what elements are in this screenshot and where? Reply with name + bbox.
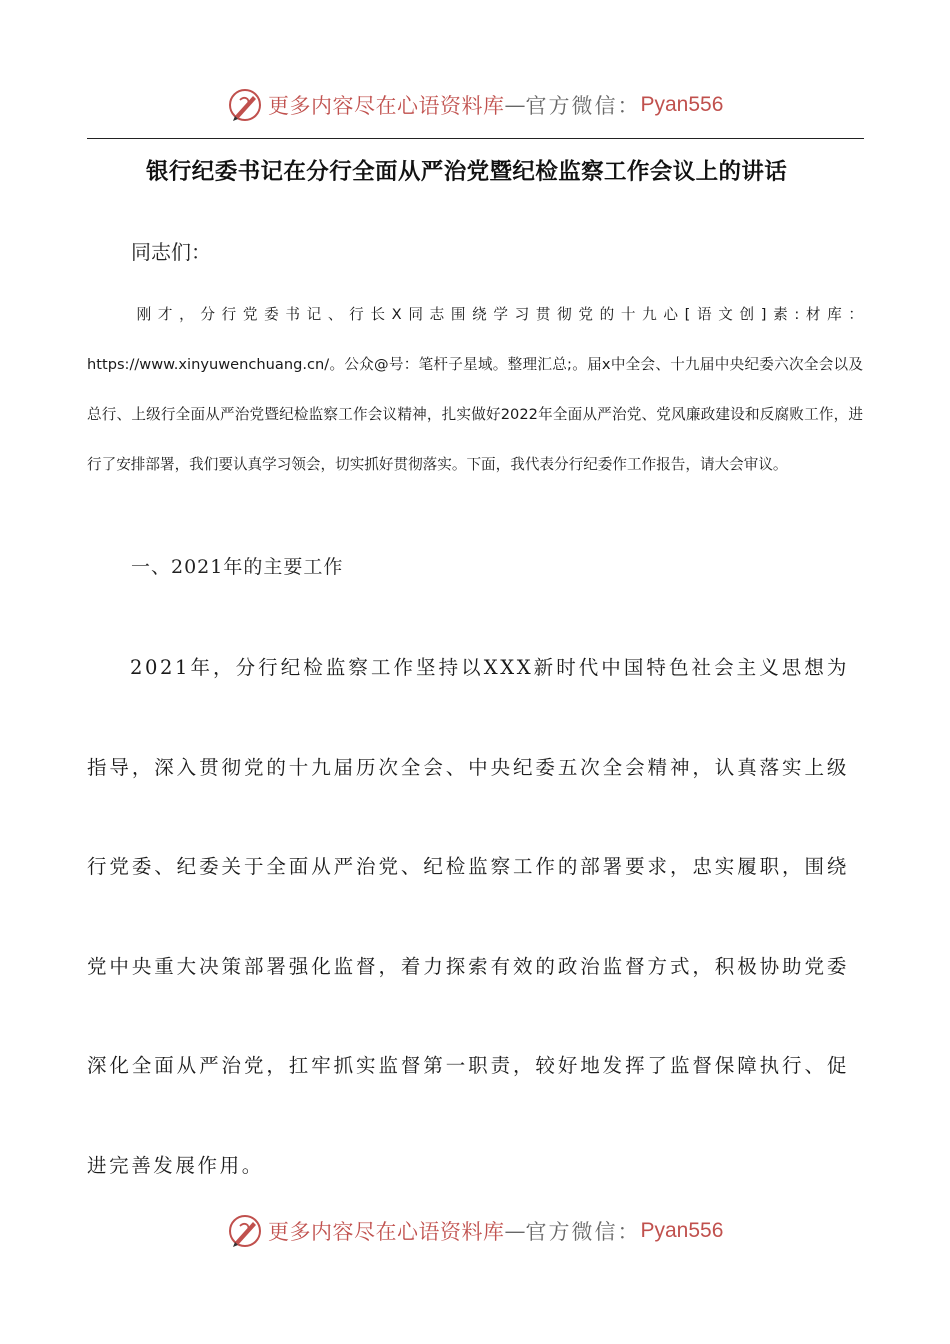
banner-separator: — — [504, 1219, 526, 1243]
intro-paragraph — [87, 290, 863, 490]
promo-text: 更多内容尽在心语资料库 — [268, 94, 505, 118]
intro-text: 刚才，分行党委书记、行长X同志围绕学习贯彻党的十九心[语文创]素:材库：https://www.xinyuwenchuang.cn/。公众@号：笔杆子星域。整理汇总;。届x中全会、十九届中央纪委六次全会以及总行、上级行全面从严治党暨纪检监察工作会议精神，扎实做好2022年全面从严治党、党风廉政建设和反腐败工作，进行了安排部署，我们要认真学习领会，切实抓好贯彻落实。下面，我代表分行纪委作工作报告，请大会审议。 — [87, 306, 863, 473]
promo-text: 更多内容尽在心语资料库 — [268, 1220, 505, 1244]
body-text: 2021年，分行纪检监察工作坚持以XXX新时代中国特色社会主义思想为指导，深入贯彻党的十九届历次全会、中央纪委五次全会精神，认真落实上级行党委、纪委关于全面从严治党、纪检监察工作的部署要求，忠实履职，围绕党中央重大决策部署强化监督，着力探索有效的政治监督方式，积极协助党委深化全面从严治党，扛牢抓实监督第一职责，较好地发挥了监督保障执行、促进完善发展作用。 — [87, 656, 849, 1177]
footer-banner — [0, 1208, 950, 1252]
contact-label: 官方微信： — [525, 94, 641, 118]
contact-id: Pyan556 — [640, 93, 724, 116]
footer-banner-content — [226, 1212, 723, 1250]
contact-id: Pyan556 — [640, 1219, 724, 1242]
header-divider — [87, 138, 864, 139]
header-banner-content — [226, 86, 723, 124]
pen-logo-icon — [226, 1212, 264, 1250]
pen-logo-icon — [226, 86, 264, 124]
greeting: 同志们： — [131, 240, 211, 264]
document-title: 银行纪委书记在分行全面从严治党暨纪检监察工作会议上的讲话 — [146, 159, 788, 185]
header-banner — [0, 82, 950, 126]
body-paragraph — [87, 618, 849, 1215]
contact-label: 官方微信： — [525, 1220, 641, 1244]
section-heading: 一、2021年的主要工作 — [131, 556, 344, 578]
banner-separator: — — [504, 93, 526, 117]
